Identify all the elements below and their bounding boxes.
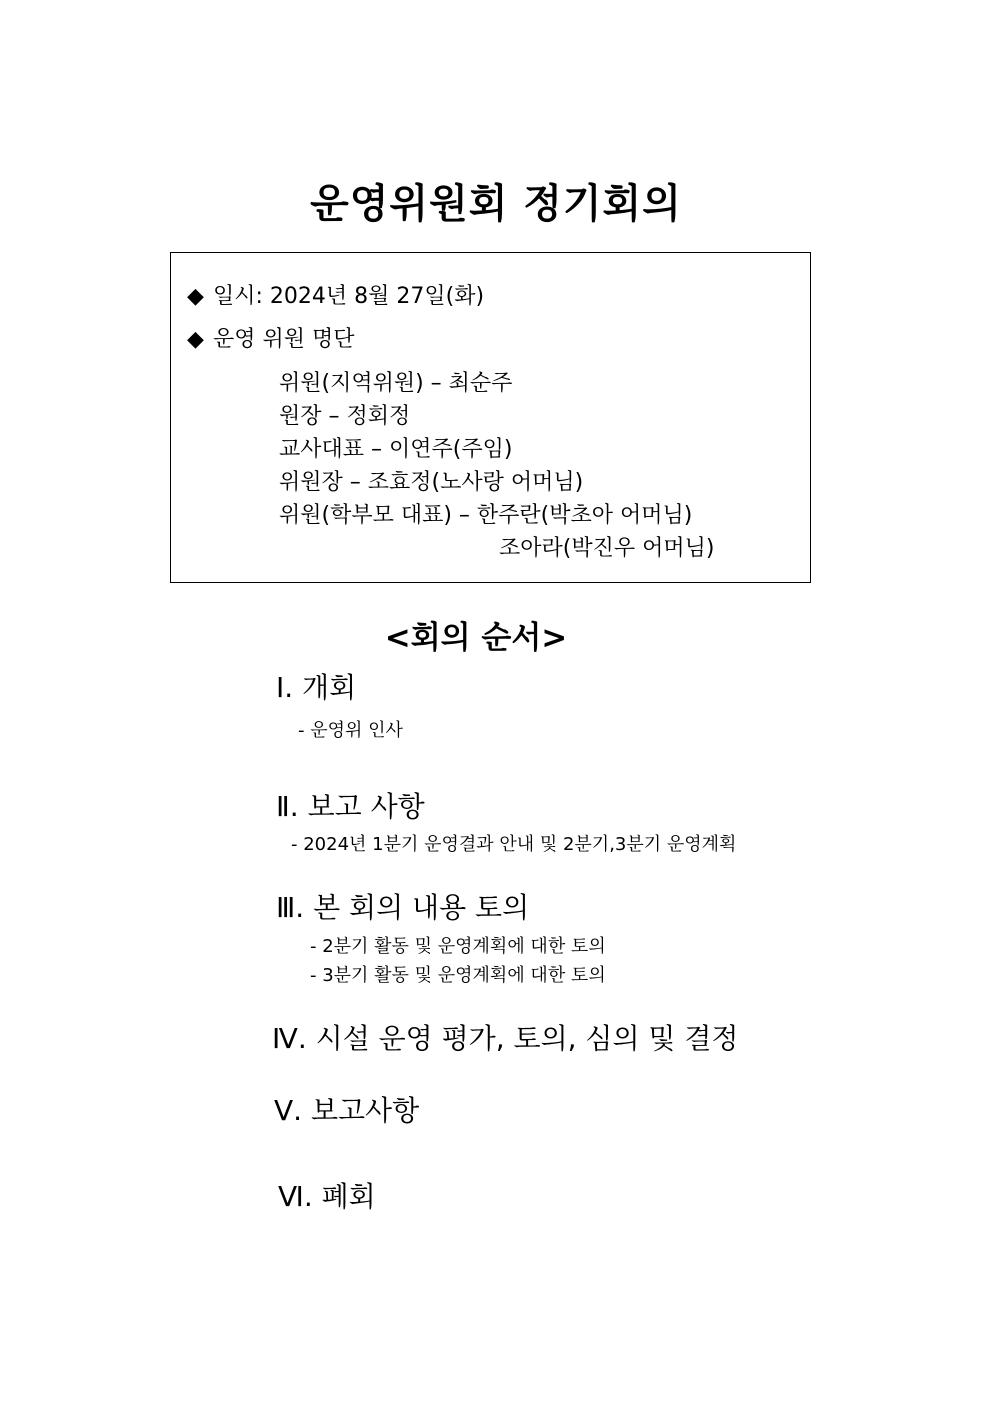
- page-title: 운영위원회 정기회의: [310, 181, 682, 227]
- members-heading-row: [187, 322, 355, 353]
- member-line: 위원(지역위원) – 최순주: [279, 371, 513, 396]
- agenda-section-4: Ⅳ. 시설 운영 평가, 토의, 심의 및 결정: [272, 1022, 739, 1055]
- agenda-item: - 2분기 활동 및 운영계획에 대한 토의: [310, 936, 606, 957]
- agenda-section-3: Ⅲ. 본 회의 내용 토의: [276, 891, 530, 924]
- member-line: 원장 – 정회정: [279, 404, 411, 429]
- agenda-section-2: Ⅱ. 보고 사항: [276, 790, 425, 823]
- diamond-bullet-icon: ◆: [187, 327, 204, 352]
- agenda-item: - 3분기 활동 및 운영계획에 대한 토의: [310, 965, 606, 986]
- member-line: 위원(학부모 대표) – 한주란(박초아 어머님): [279, 503, 693, 528]
- agenda-section-1: Ⅰ. 개회: [276, 671, 357, 704]
- members-heading: 운영 위원 명단: [213, 327, 355, 352]
- member-line-continuation: 조아라(박진우 어머님): [499, 536, 715, 561]
- agenda-section-6: Ⅵ. 폐회: [278, 1180, 376, 1213]
- agenda-title: <회의 순서>: [384, 620, 568, 656]
- agenda-section-5: Ⅴ. 보고사항: [274, 1094, 420, 1127]
- agenda-item: - 운영위 인사: [298, 720, 403, 741]
- date-row: [187, 279, 484, 310]
- diamond-bullet-icon: ◆: [187, 284, 204, 309]
- agenda-item: - 2024년 1분기 운영결과 안내 및 2분기,3분기 운영계획: [291, 834, 737, 855]
- date-label: 일시: 2024년 8월 27일(화): [213, 284, 485, 309]
- member-line: 위원장 – 조효정(노사랑 어머님): [279, 470, 584, 495]
- meeting-info-box: [170, 252, 811, 583]
- member-line: 교사대표 – 이연주(주임): [279, 437, 513, 462]
